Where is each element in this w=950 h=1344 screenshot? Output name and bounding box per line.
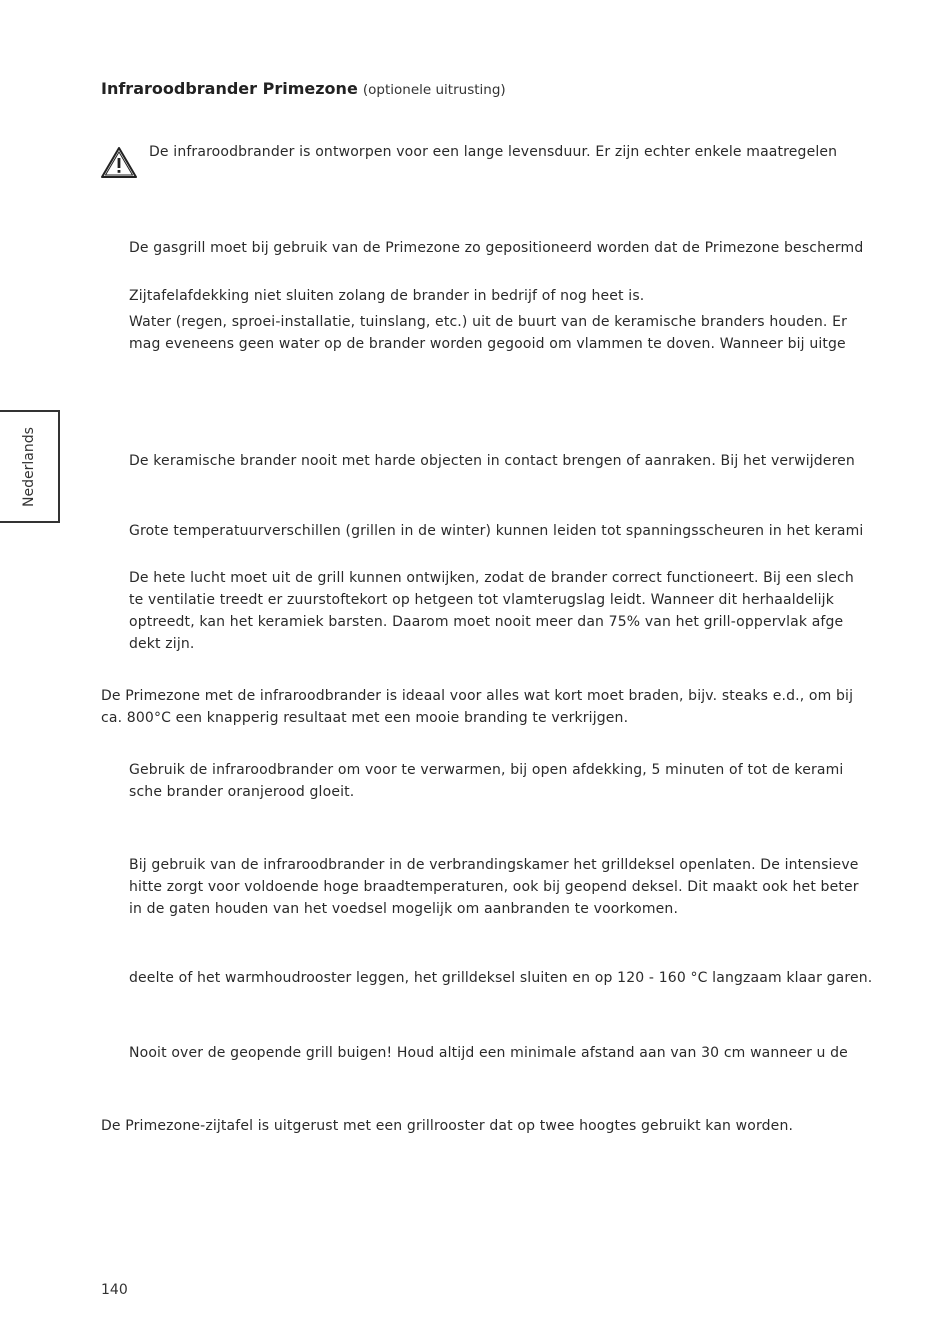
section-heading xyxy=(101,79,506,98)
paragraph-line: De gasgrill moet bij gebruik van de Primezone zo gepositioneerd worden dat de Primezone beschermd xyxy=(129,240,864,256)
paragraph-line: in de gaten houden van het voedsel mogelijk om aanbranden te voorkomen. xyxy=(129,901,679,917)
paragraph-line: De hete lucht moet uit de grill kunnen ontwijken, zodat de brander correct functioneert. Bij een slech xyxy=(129,570,854,586)
paragraph-line: Water (regen, sproei-installatie, tuinslang, etc.) uit de buurt van de keramische branders houden. Er xyxy=(129,314,848,330)
paragraph-line: mag eveneens geen water op de brander worden gegooid om vlammen te doven. Wanneer bij uitge xyxy=(129,336,846,352)
page-number: 140 xyxy=(101,1282,128,1298)
language-tab-label: Nederlands xyxy=(21,426,37,507)
warning-text: De infraroodbrander is ontworpen voor een lange levensduur. Er zijn echter enkele maatregelen xyxy=(149,144,838,160)
paragraph-line: De Primezone met de infraroodbrander is ideaal voor alles wat kort moet braden, bijv. steaks e.d., om bij xyxy=(101,688,854,704)
section-subtitle: (optionele uitrusting) xyxy=(362,82,506,98)
paragraph-line: De keramische brander nooit met harde objecten in contact brengen of aanraken. Bij het verwijderen xyxy=(129,453,855,469)
paragraph-line: Bij gebruik van de infraroodbrander in de verbrandingskamer het grilldeksel openlaten. De intensieve xyxy=(129,857,859,873)
section-title: Infraroodbrander Primezone xyxy=(101,79,358,98)
paragraph-line: Zijtafelafdekking niet sluiten zolang de brander in bedrijf of nog heet is. xyxy=(129,288,645,304)
paragraph-line: Nooit over de geopende grill buigen! Houd altijd een minimale afstand aan van 30 cm wanneer u de xyxy=(129,1045,848,1061)
paragraph-line: Gebruik de infraroodbrander om voor te verwarmen, bij open afdekking, 5 minuten of tot de kerami xyxy=(129,762,844,778)
paragraph-line: Grote temperatuurverschillen (grillen in de winter) kunnen leiden tot spanningsscheuren in het kerami xyxy=(129,523,864,539)
warning-triangle-icon xyxy=(100,146,138,180)
paragraph-line: hitte zorgt voor voldoende hoge braadtemperaturen, ook bij geopend deksel. Dit maakt ook het beter xyxy=(129,879,859,895)
paragraph-line: optreedt, kan het keramiek barsten. Daarom moet nooit meer dan 75% van het grill-oppervlak afge xyxy=(129,614,844,630)
paragraph-line: deelte of het warmhoudrooster leggen, het grilldeksel sluiten en op 120 - 160 °C langzaam klaar garen. xyxy=(129,970,873,986)
paragraph-line: De Primezone-zijtafel is uitgerust met een grillrooster dat op twee hoogtes gebruikt kan worden. xyxy=(101,1118,794,1134)
paragraph-line: te ventilatie treedt er zuurstoftekort op hetgeen tot vlamterugslag leidt. Wanneer dit herhaaldelijk xyxy=(129,592,834,608)
paragraph-line: sche brander oranjerood gloeit. xyxy=(129,784,355,800)
paragraph-line: dekt zijn. xyxy=(129,636,195,652)
paragraph-line: ca. 800°C een knapperig resultaat met een mooie branding te verkrijgen. xyxy=(101,710,629,726)
language-tab xyxy=(0,410,60,523)
